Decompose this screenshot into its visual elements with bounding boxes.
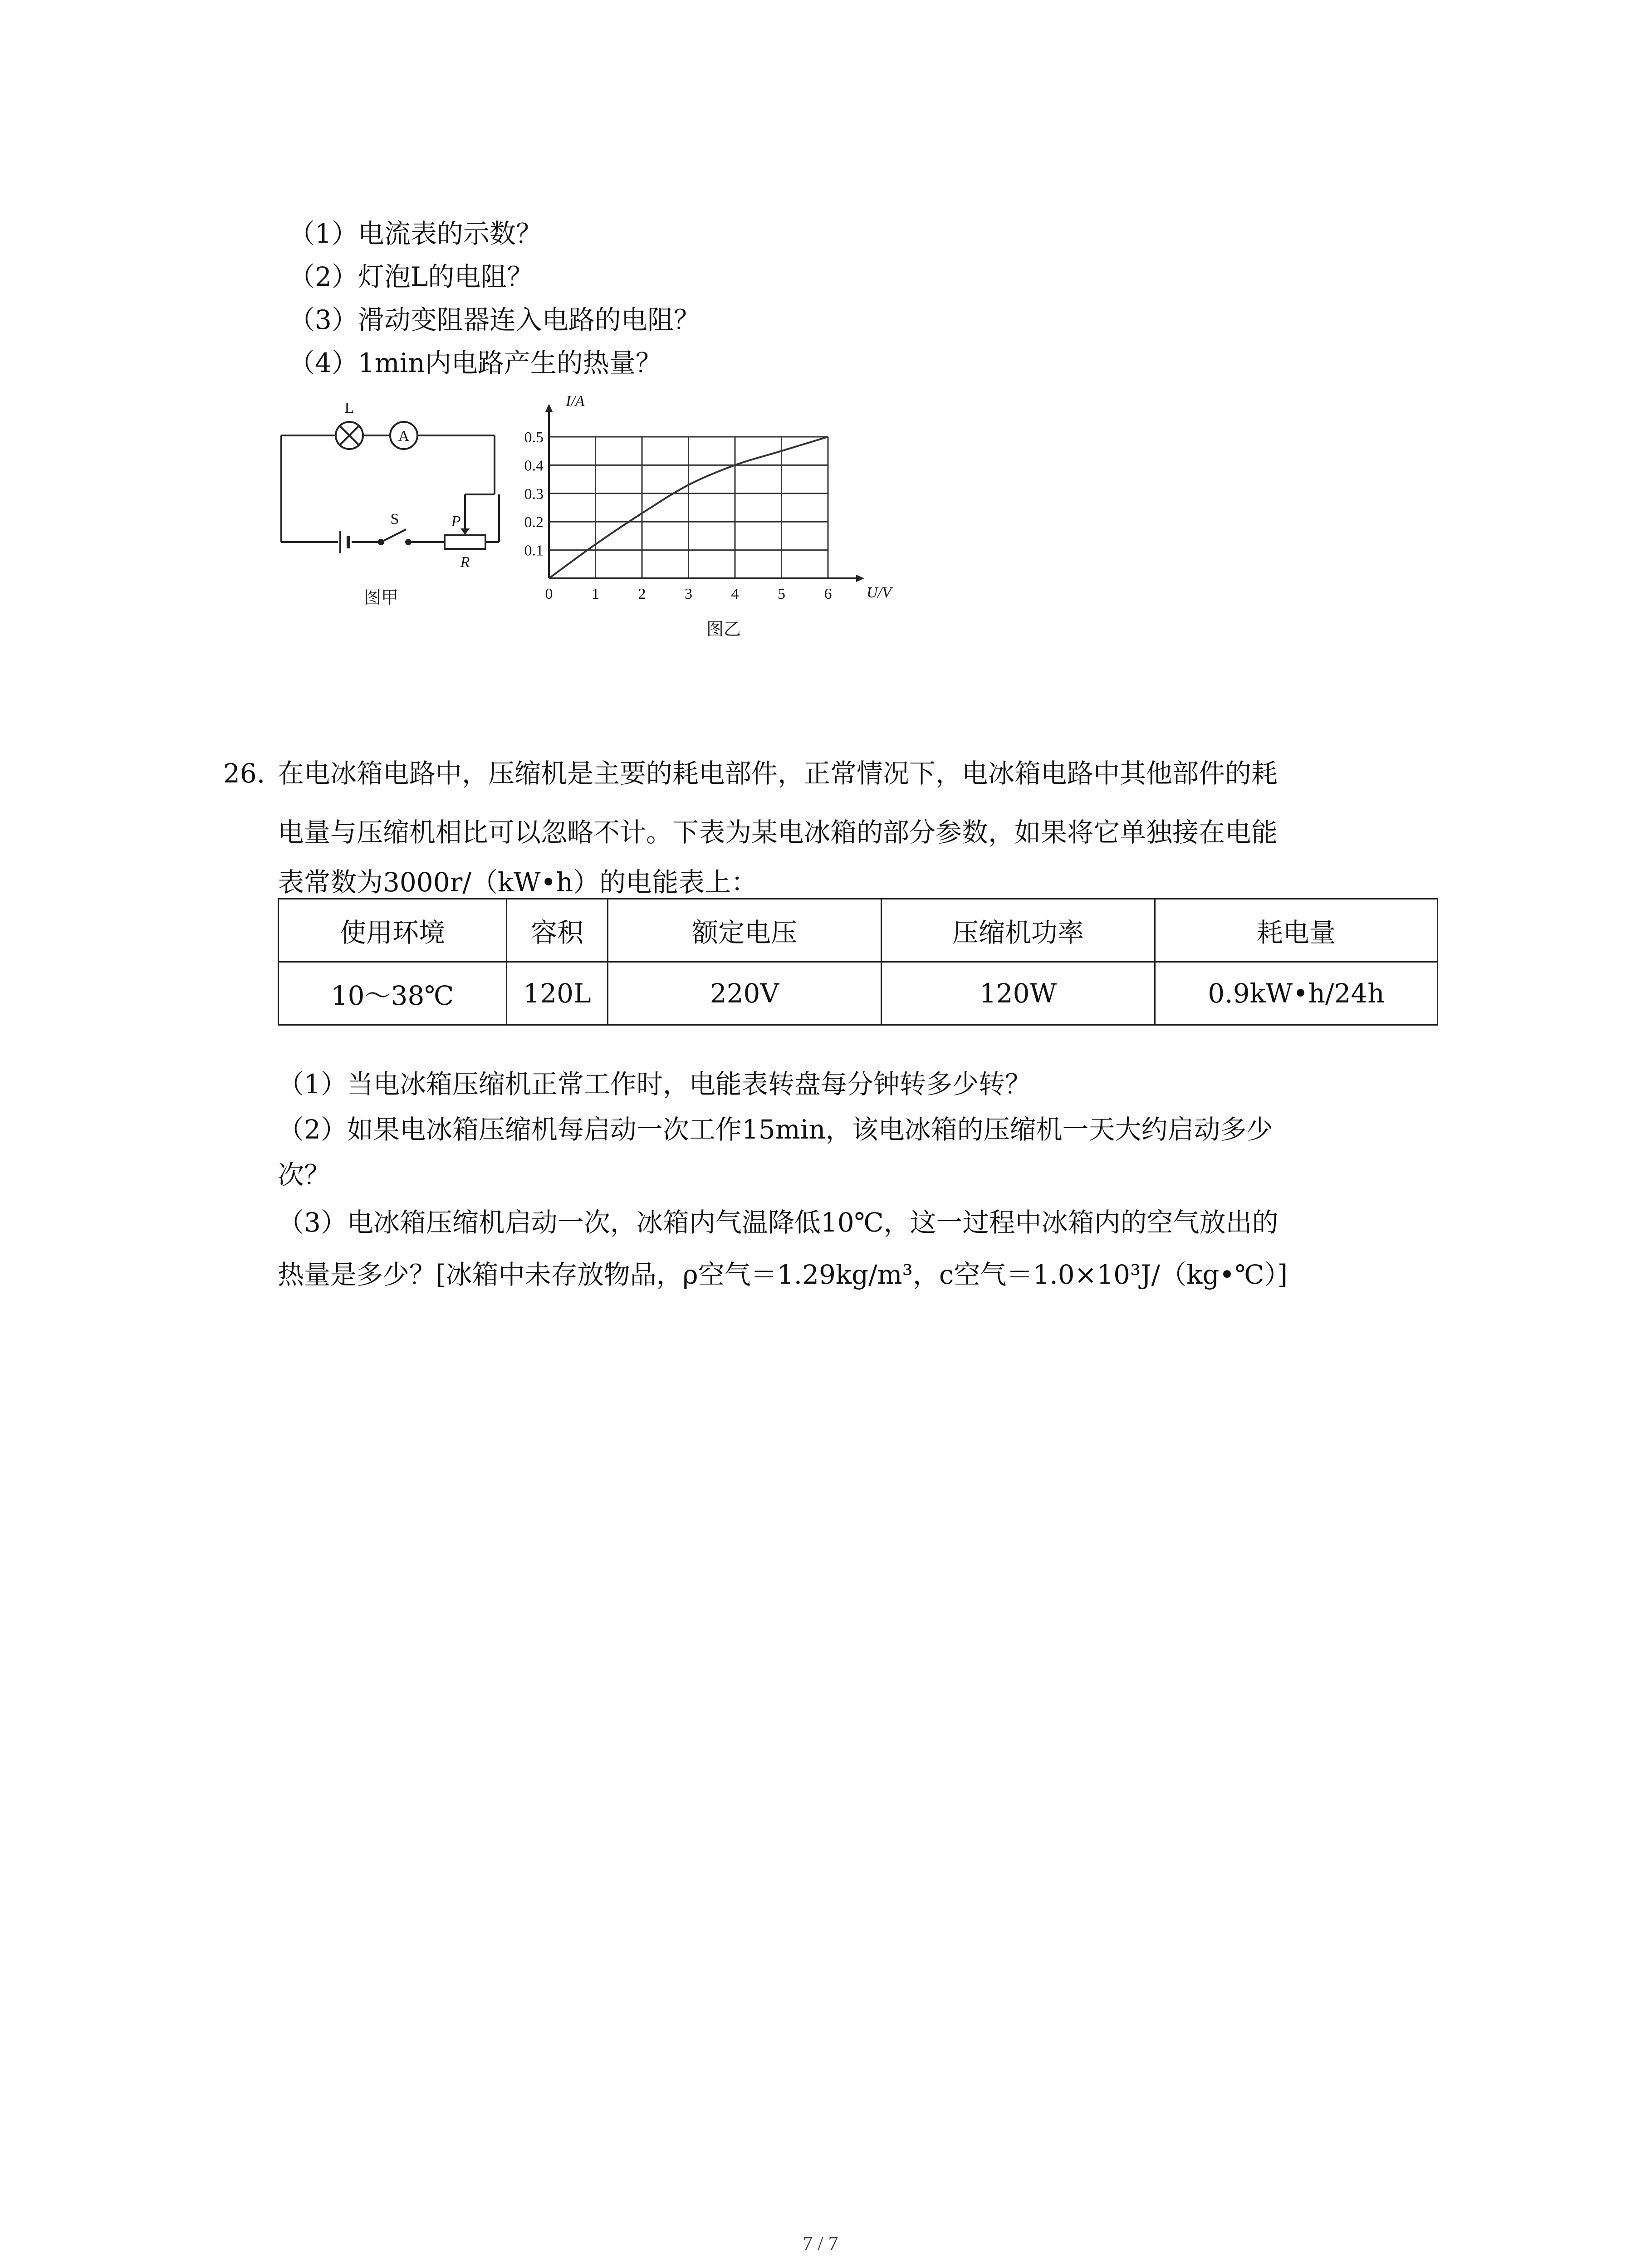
rheostat-symbol: [445, 528, 485, 549]
lamp-label: L: [344, 400, 354, 416]
table-header-row: [279, 899, 1438, 962]
question-number: 26.: [223, 758, 265, 789]
graph-caption: 图乙: [706, 620, 741, 639]
y-axis-label: I/A: [566, 393, 585, 410]
q26-intro-3: 表常数为3000r/（kW•h）的电能表上：: [278, 867, 758, 898]
q26-sub-2b: 次？: [278, 1159, 331, 1190]
circuit-diagram: [272, 388, 526, 624]
ammeter-symbol: [390, 422, 417, 449]
battery-symbol: [340, 531, 348, 553]
circuit-caption: 图甲: [363, 588, 399, 607]
table-row: [279, 962, 1438, 1025]
q25-item-1: （1）电流表的示数？: [289, 218, 542, 249]
q26-sub-2a: （2）如果电冰箱压缩机每启动一次工作15min，该电冰箱的压缩机一天大约启动多少: [278, 1114, 1273, 1145]
y-tick-label: 0.2: [524, 514, 544, 531]
table-header-cell: 耗电量: [1155, 899, 1438, 962]
fridge-parameter-table: [278, 898, 1438, 1026]
x-axis-label: U/V: [867, 584, 892, 601]
page-number: 7 / 7: [803, 2232, 838, 2254]
table-header-cell: 容积: [507, 899, 608, 962]
table-cell: 10～38℃: [279, 962, 507, 1025]
table-header-cell: 额定电压: [608, 899, 882, 962]
x-tick-label: 4: [731, 586, 739, 602]
switch-label: S: [390, 511, 399, 528]
y-tick-label: 0.4: [524, 457, 544, 474]
q25-item-3: （3）滑动变阻器连入电路的电阻？: [289, 304, 700, 335]
lamp-symbol: [336, 422, 363, 449]
x-tick-label: 3: [685, 586, 692, 602]
table-cell: 120W: [882, 962, 1155, 1025]
resistor-label: R: [460, 554, 470, 571]
y-tick-label: 0.3: [524, 485, 544, 503]
iu-graph: [515, 388, 905, 642]
slider-label: P: [451, 513, 461, 530]
q26-sub-1: （1）当电冰箱压缩机正常工作时，电能表转盘每分钟转多少转？: [278, 1069, 1031, 1100]
x-tick-label: 0: [545, 586, 553, 602]
table-header-cell: 使用环境: [279, 899, 507, 962]
table-cell: 0.9kW•h/24h: [1155, 962, 1438, 1025]
x-tick-label: 5: [778, 586, 785, 602]
y-tick-label: 0.5: [524, 429, 544, 446]
chart-grid: [549, 437, 828, 578]
q25-item-2: （2）灯泡L的电阻？: [289, 261, 534, 292]
q25-item-4: （4）1min内电路产生的热量？: [289, 347, 662, 378]
x-tick-label: 6: [824, 586, 832, 602]
q26-intro-2: 电量与压缩机相比可以忽略不计。下表为某电冰箱的部分参数，如果将它单独接在电能: [278, 817, 1278, 848]
y-tick-label: 0.1: [524, 542, 544, 559]
switch-symbol: [379, 529, 411, 544]
table-header-cell: 压缩机功率: [882, 899, 1155, 962]
table-cell: 220V: [608, 962, 882, 1025]
table-cell: 120L: [507, 962, 608, 1025]
x-tick-label: 1: [592, 586, 599, 602]
q26-intro-1: 在电冰箱电路中，压缩机是主要的耗电部件，正常情况下，电冰箱电路中其他部件的耗: [278, 758, 1278, 789]
q26-sub-3a: （3）电冰箱压缩机启动一次，冰箱内气温降低10℃，这一过程中冰箱内的空气放出的: [278, 1207, 1279, 1238]
x-tick-label: 2: [638, 586, 646, 602]
svg-text:A: A: [398, 428, 410, 445]
q26-sub-3b: 热量是多少？[冰箱中未存放物品，ρ空气＝1.29kg/m³，c空气＝1.0×10³J/（kg•℃）]: [278, 1259, 1288, 1290]
